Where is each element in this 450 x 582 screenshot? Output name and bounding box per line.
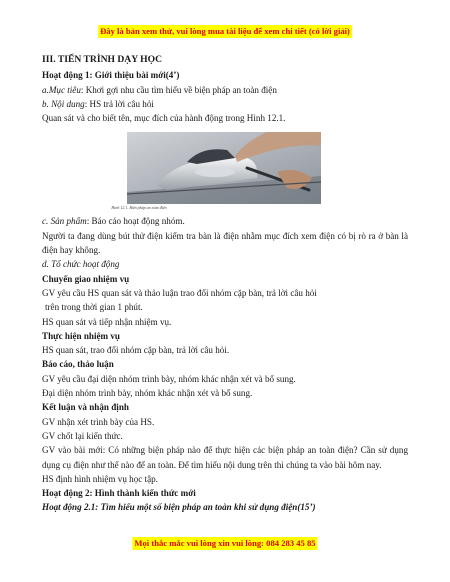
ket-luan-title: Kết luận và nhận định bbox=[42, 402, 129, 413]
contact-banner: Mọi thắc mắc vui lòng xin vui lòng: 084 283 45 85 bbox=[134, 538, 316, 548]
bao-cao-line-1: GV yêu cầu đại diện nhóm trình bày, nhóm khác nhận xét và bổ sung. bbox=[42, 373, 296, 384]
ket-luan-line-3: GV vào bài mới: Có những biện pháp nào để thực hiện các biện pháp an toàn điện? Cần sử dụng dụng cụ điện như thế nào để an toàn. Để tìm hiểu nội dung trên thì chúng ta vào bài hôm nay. bbox=[42, 445, 408, 470]
bao-cao-line-2: Đại diện nhóm trình bày, nhóm khác nhận xét và bổ sung. bbox=[42, 388, 253, 399]
chuyen-giao-line-2: trên trong thời gian 1 phút. bbox=[45, 302, 143, 313]
chuyen-giao-line-3: HS quan sát và tiếp nhận nhiệm vụ. bbox=[42, 316, 172, 327]
ket-luan-line-1: GV nhận xét trình bày của HS. bbox=[42, 416, 155, 427]
section-title: III. TIẾN TRÌNH DẠY HỌC bbox=[42, 54, 163, 65]
san-pham-line bbox=[42, 214, 408, 228]
activity-1-title: Hoạt động 1: Giới thiệu bài mới(4’) bbox=[42, 70, 180, 81]
noi-dung-text: : HS trả lời câu hỏi bbox=[84, 98, 154, 109]
document-body bbox=[42, 53, 408, 515]
ket-luan-line-2: GV chốt lại kiến thức. bbox=[42, 430, 123, 441]
iron-tester-photo bbox=[127, 132, 321, 204]
ket-luan-line-4: HS định hình nhiệm vụ học tập. bbox=[42, 473, 158, 484]
bao-cao-title: Báo cáo, thảo luận bbox=[42, 359, 114, 370]
chuyen-giao-title: Chuyển giao nhiệm vụ bbox=[42, 273, 130, 284]
muc-tieu-text: : Khơi gợi nhu cầu tìm hiểu về biện pháp an toàn điện bbox=[80, 84, 277, 95]
activity-2-1-title: Hoạt động 2.1: Tìm hiểu một số biện pháp an toàn khi sử dụng điện(15’) bbox=[42, 502, 316, 513]
to-chuc-label: d. Tổ chức hoạt động bbox=[42, 259, 120, 270]
noi-dung-line bbox=[42, 97, 408, 111]
san-pham-text: : Báo cáo hoạt động nhóm. bbox=[86, 216, 185, 227]
san-pham-label: c. Sản phẩm bbox=[42, 216, 87, 227]
noi-dung-label: b. Nội dung bbox=[42, 98, 85, 109]
preview-banner: Đây là bản xem thử, vui lòng mua tài liệu để xem chi tiết (có lời giải) bbox=[100, 26, 350, 36]
chuyen-giao-line-1: GV yêu cầu HS quan sát và thảo luận trao đổi nhóm cặp bàn, trả lời câu hỏi bbox=[42, 287, 317, 298]
thuc-hien-line-1: HS quan sát, trao đổi nhóm cặp bàn, trả lời câu hỏi. bbox=[42, 345, 230, 356]
muc-tieu-label: a.Mục tiêu bbox=[42, 84, 81, 95]
muc-tieu-line bbox=[42, 83, 408, 97]
observe-instruction: Quan sát và cho biết tên, mục đích của hành động trong Hình 12.1. bbox=[42, 113, 286, 124]
san-pham-detail: Người ta đang dùng bút thử điện kiểm tra bàn là điện nhằm mục đích xem điện có bị rò ra ở bàn là điện hay không. bbox=[42, 230, 408, 256]
figure-caption: Hình 12.1. Biện pháp an toàn điện bbox=[111, 205, 167, 211]
thuc-hien-title: Thực hiện nhiệm vụ bbox=[42, 330, 120, 341]
figure-photo bbox=[127, 132, 321, 204]
activity-2-title: Hoạt động 2: Hình thành kiến thức mới bbox=[42, 488, 196, 499]
